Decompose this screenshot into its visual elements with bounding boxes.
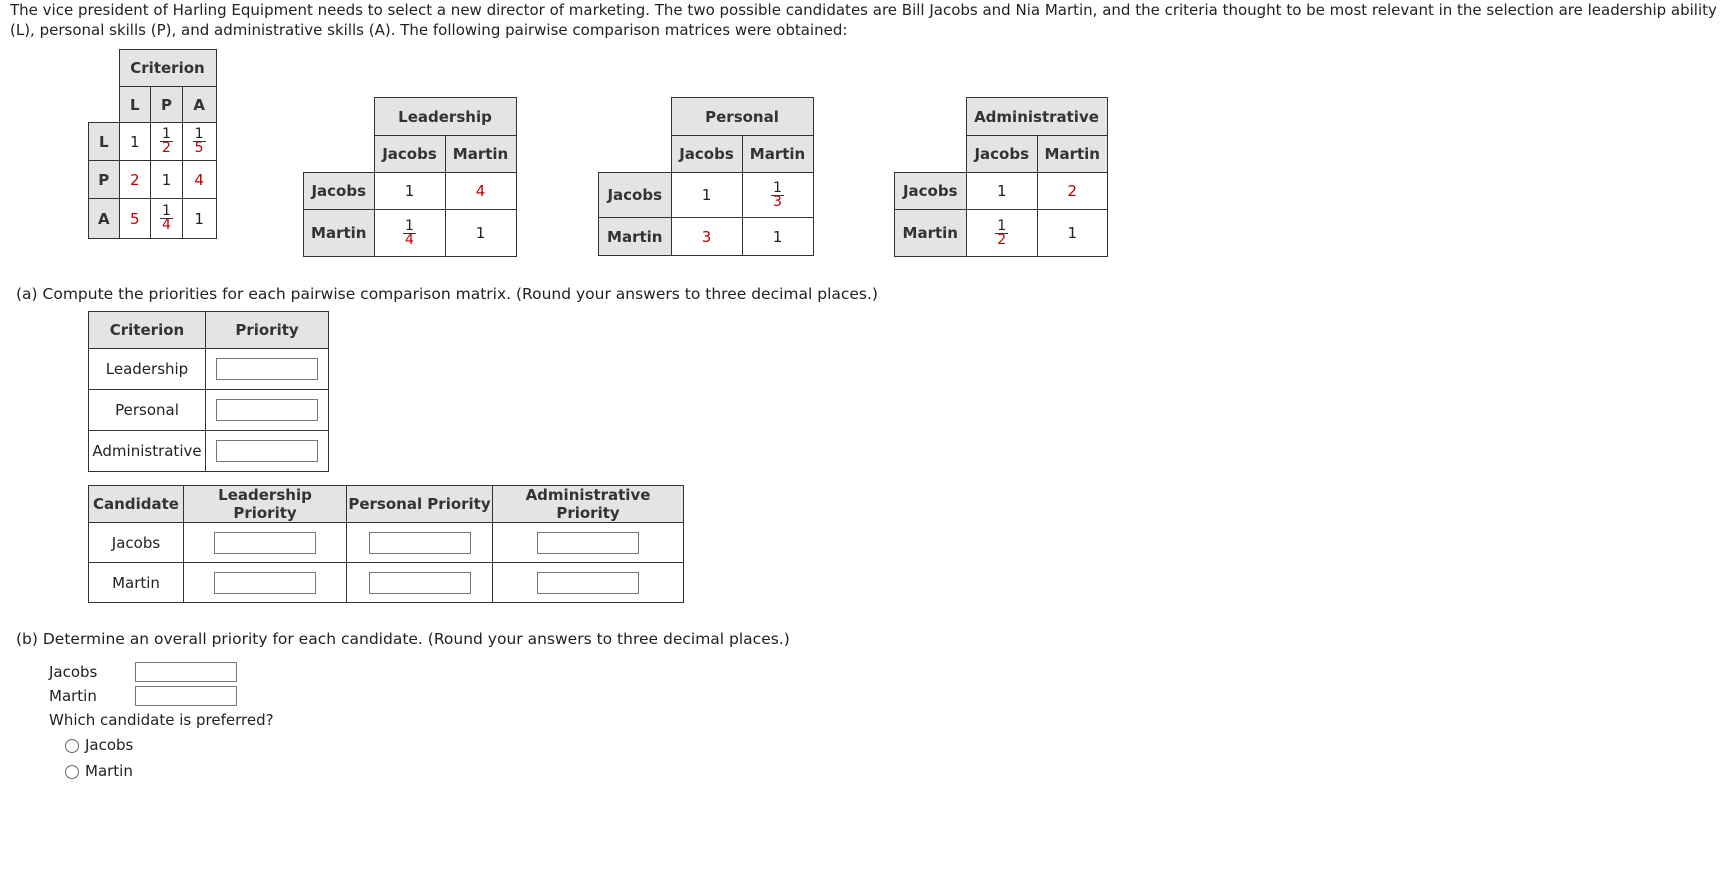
cell-a-l: 5 xyxy=(119,199,151,239)
criterion-matrix xyxy=(88,49,217,239)
col-header-jacobs: Jacobs xyxy=(374,136,445,173)
cell-a-p: $\frac{1}{4}$ xyxy=(151,199,183,239)
row-header-p: P xyxy=(89,161,120,199)
header-priority: Priority xyxy=(206,312,329,349)
cell-martin-jacobs: 3 xyxy=(671,218,742,256)
overall-jacobs-input[interactable] xyxy=(135,662,237,682)
cell-p-l: 2 xyxy=(119,161,151,199)
leadership-priority-input[interactable] xyxy=(216,358,318,380)
cell-l-p: $\frac{1}{2}$ xyxy=(151,123,183,161)
row-header-jacobs: Jacobs xyxy=(599,173,672,218)
criterion-priority-table xyxy=(88,311,329,472)
row-label-administrative: Administrative xyxy=(89,431,206,472)
header-leadership-priority: Leadership Priority xyxy=(184,486,347,523)
personal-matrix xyxy=(598,97,814,256)
cell-jacobs-jacobs: 1 xyxy=(966,173,1038,210)
row-header-l: L xyxy=(89,123,120,161)
part-b-prompt: (b) Determine an overall priority for each candidate. (Round your answers to three decimal places.) xyxy=(16,630,790,648)
part-a-prompt: (a) Compute the priorities for each pairwise comparison matrix. (Round your answers to three decimal places.) xyxy=(16,285,878,303)
col-header-p: P xyxy=(151,87,183,123)
col-header-l: L xyxy=(119,87,151,123)
option-jacobs[interactable] xyxy=(65,736,133,754)
cell-jacobs-jacobs: 1 xyxy=(374,173,445,210)
col-header-martin: Martin xyxy=(445,136,516,173)
col-header-martin: Martin xyxy=(1038,136,1108,173)
martin-leadership-input[interactable] xyxy=(214,572,316,594)
overall-martin-input[interactable] xyxy=(135,686,237,706)
cell-p-p: 1 xyxy=(151,161,183,199)
cell-jacobs-jacobs: 1 xyxy=(671,173,742,218)
administrative-priority-input[interactable] xyxy=(216,440,318,462)
jacobs-personal-input[interactable] xyxy=(369,532,471,554)
candidate-priority-table xyxy=(88,485,684,603)
row-label-martin: Martin xyxy=(89,563,184,603)
cell-a-a: 1 xyxy=(182,199,216,239)
martin-administrative-input[interactable] xyxy=(537,572,639,594)
header-personal-priority: Personal Priority xyxy=(347,486,493,523)
radio-icon[interactable] xyxy=(65,765,79,779)
administrative-matrix-title: Administrative xyxy=(966,98,1107,136)
cell-jacobs-martin: 4 xyxy=(445,173,516,210)
radio-icon[interactable] xyxy=(65,739,79,753)
header-criterion: Criterion xyxy=(89,312,206,349)
personal-matrix-title: Personal xyxy=(671,98,813,136)
option-martin[interactable] xyxy=(65,762,133,780)
cell-l-l: 1 xyxy=(119,123,151,161)
cell-martin-jacobs: $\frac{1}{4}$ xyxy=(374,210,445,257)
preferred-question: Which candidate is preferred? xyxy=(49,711,274,729)
overall-jacobs-label: Jacobs xyxy=(49,663,98,681)
row-label-personal: Personal xyxy=(89,390,206,431)
row-header-martin: Martin xyxy=(599,218,672,256)
row-header-jacobs: Jacobs xyxy=(895,173,967,210)
row-header-martin: Martin xyxy=(895,210,967,257)
overall-martin-label: Martin xyxy=(49,687,97,705)
col-header-a: A xyxy=(182,87,216,123)
row-header-jacobs: Jacobs xyxy=(304,173,375,210)
col-header-martin: Martin xyxy=(742,136,813,173)
row-label-leadership: Leadership xyxy=(89,349,206,390)
cell-martin-martin: 1 xyxy=(742,218,813,256)
criterion-matrix-title: Criterion xyxy=(119,50,216,87)
row-label-jacobs: Jacobs xyxy=(89,523,184,563)
option-jacobs-label: Jacobs xyxy=(85,736,134,754)
leadership-matrix xyxy=(303,97,517,257)
col-header-jacobs: Jacobs xyxy=(671,136,742,173)
cell-jacobs-martin: $\frac{1}{3}$ xyxy=(742,173,813,218)
header-candidate: Candidate xyxy=(89,486,184,523)
cell-p-a: 4 xyxy=(182,161,216,199)
personal-priority-input[interactable] xyxy=(216,399,318,421)
cell-martin-martin: 1 xyxy=(1038,210,1108,257)
administrative-matrix xyxy=(894,97,1108,257)
col-header-jacobs: Jacobs xyxy=(966,136,1038,173)
leadership-matrix-title: Leadership xyxy=(374,98,516,136)
problem-intro: The vice president of Harling Equipment needs to select a new director of marketing. The two possible candidates are Bill Jacobs and Nia Martin, and the criteria thought to be most relevant in the selection are leadership ability (L), personal skills (P), and administrative skills (A). The following pairwise comparison matrices were obtained: xyxy=(10,1,1717,39)
cell-l-a: $\frac{1}{5}$ xyxy=(182,123,216,161)
header-administrative-priority: Administrative Priority xyxy=(493,486,684,523)
row-header-martin: Martin xyxy=(304,210,375,257)
jacobs-administrative-input[interactable] xyxy=(537,532,639,554)
cell-martin-martin: 1 xyxy=(445,210,516,257)
option-martin-label: Martin xyxy=(85,762,133,780)
cell-jacobs-martin: 2 xyxy=(1038,173,1108,210)
row-header-a: A xyxy=(89,199,120,239)
cell-martin-jacobs: $\frac{1}{2}$ xyxy=(966,210,1038,257)
jacobs-leadership-input[interactable] xyxy=(214,532,316,554)
martin-personal-input[interactable] xyxy=(369,572,471,594)
